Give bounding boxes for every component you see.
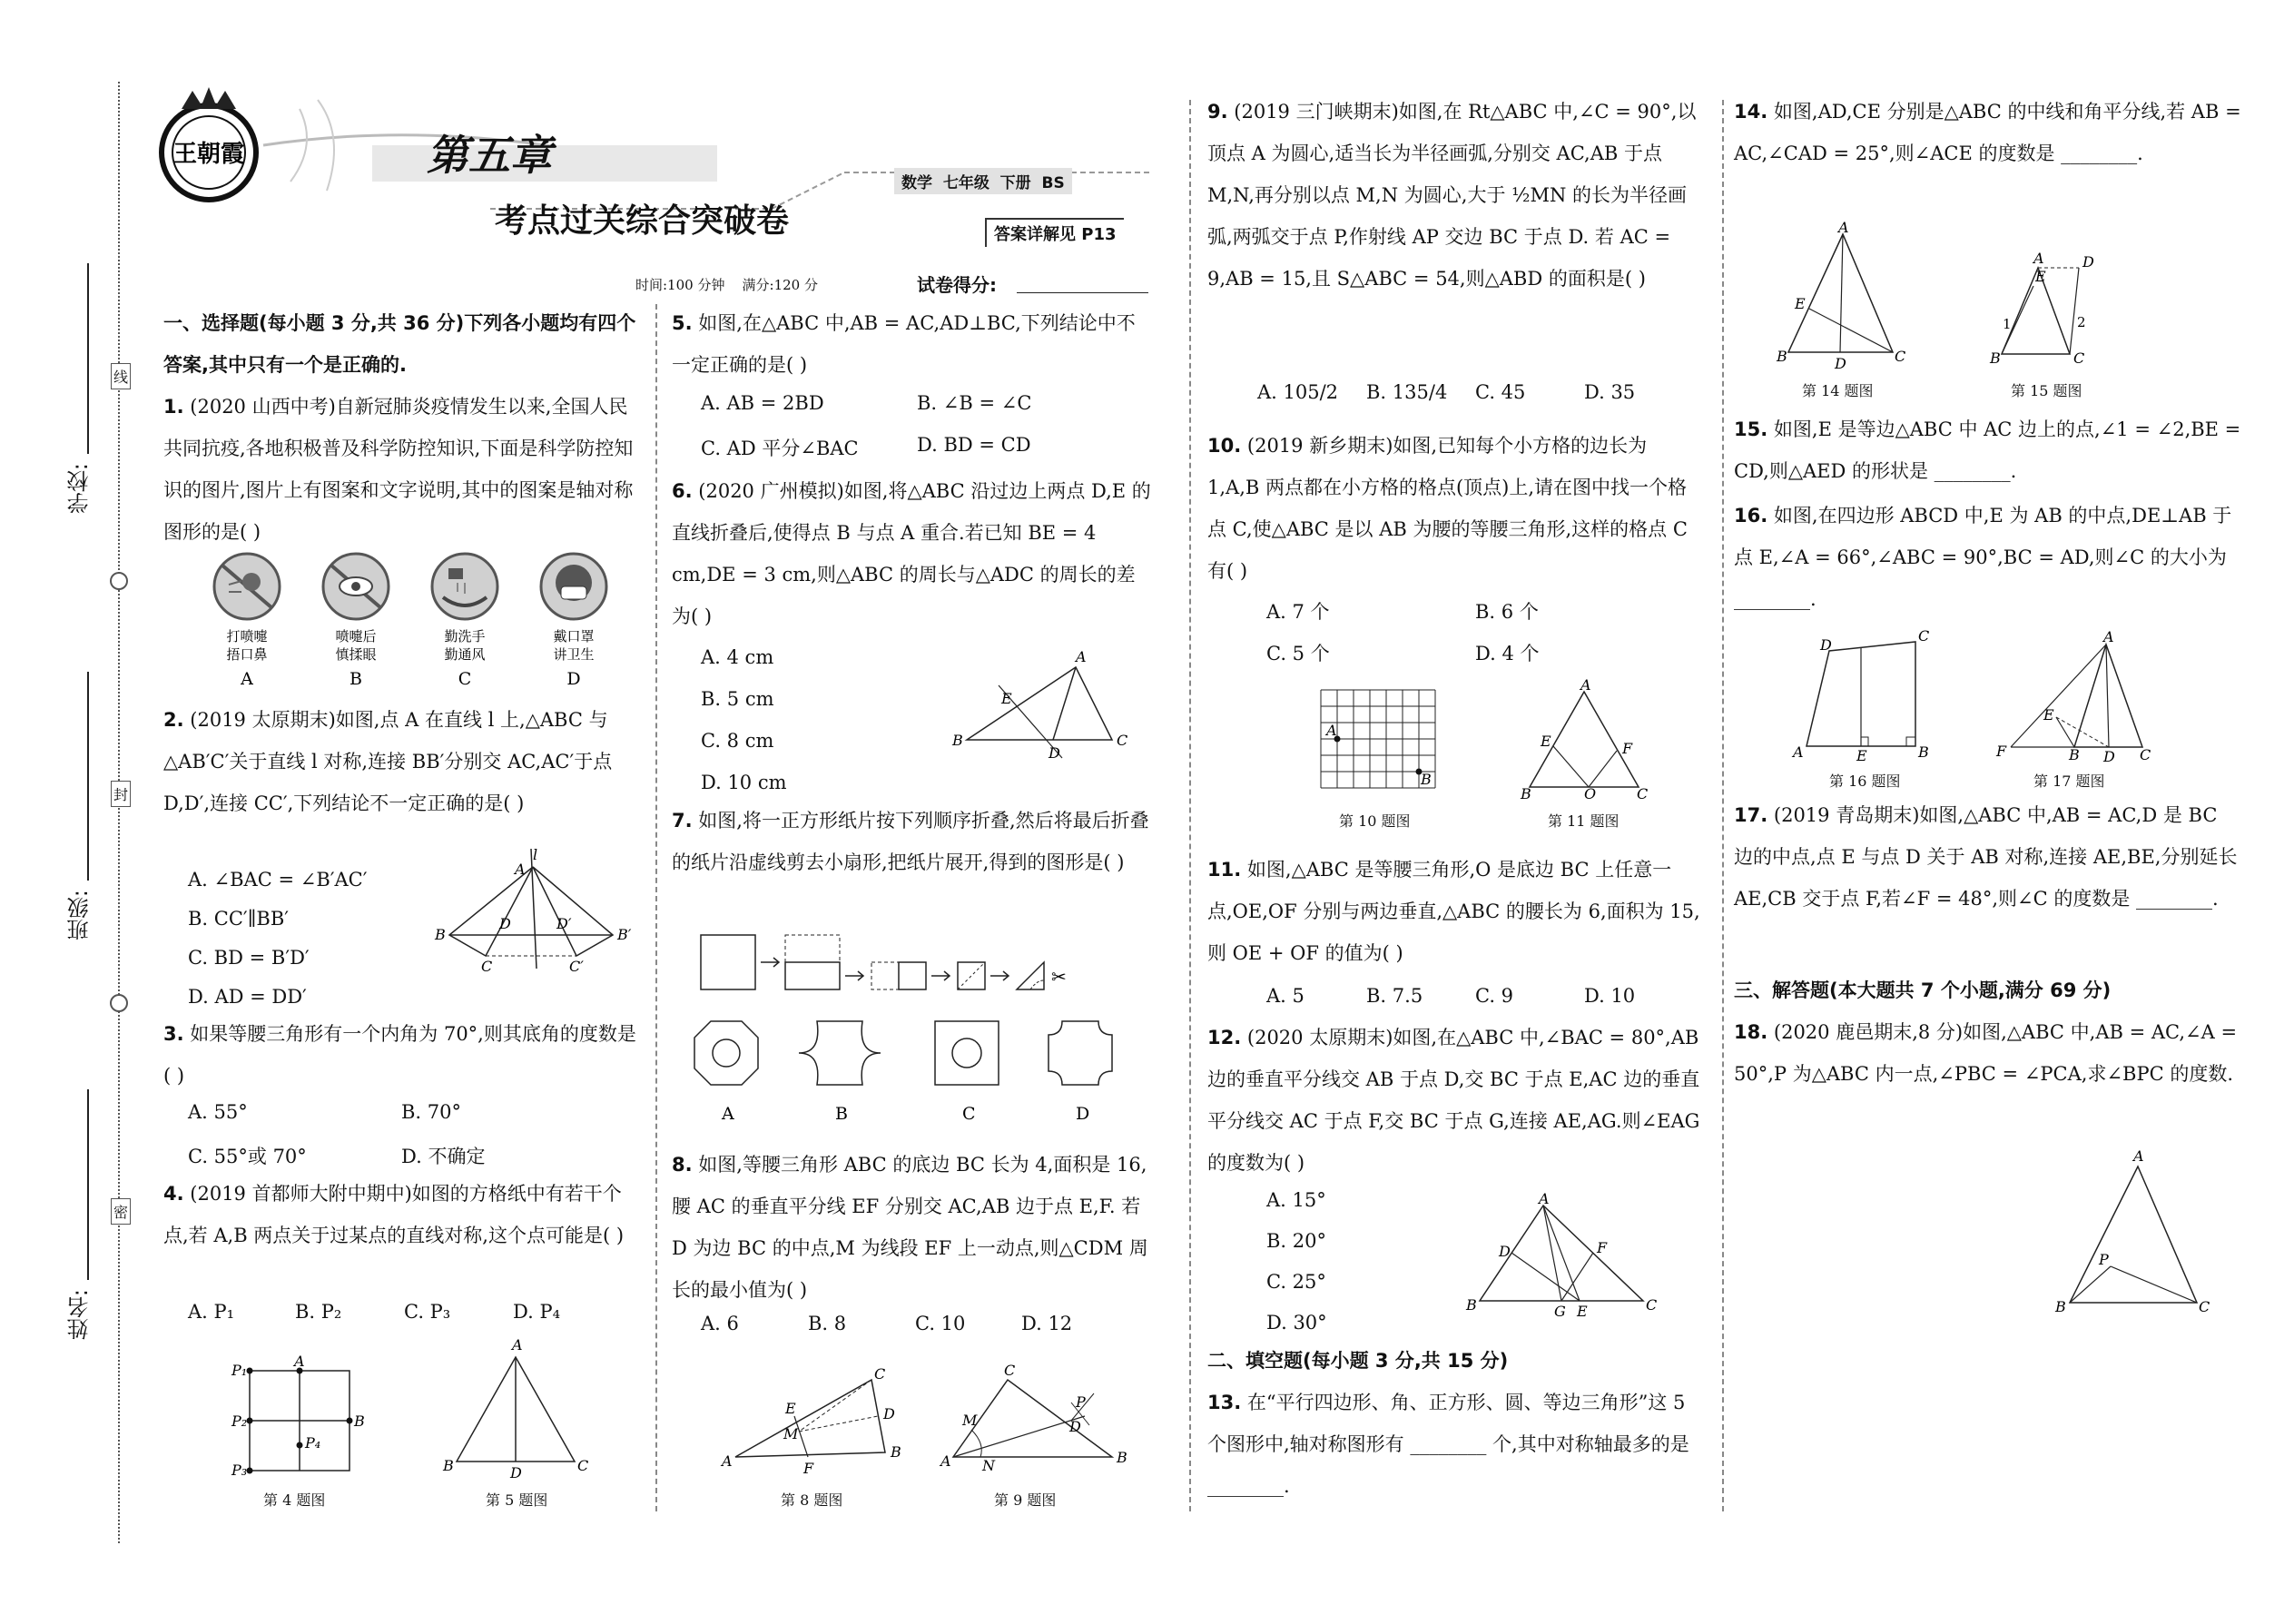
svg-text:C′: C′ (569, 958, 584, 975)
q9-option-d: D. 35 (1584, 381, 1636, 403)
q4-option-d: D. P₄ (513, 1301, 560, 1323)
question-2 (163, 699, 640, 824)
svg-text:E: E (1577, 1303, 1588, 1320)
question-text: (2020 广州模拟)如图,将△ABC 沿过边上两点 D,E 的直线折叠后,使得点 B 与点 A 重合.若已知 BE = 4 cm,DE = 3 cm,则△ABC 的周长与△ADC 的周长的差为( ) (672, 480, 1151, 627)
q5-option-d: D. BD = CD (917, 434, 1031, 456)
svg-text:M: M (962, 1412, 978, 1429)
question-text: 如图,在△ABC 中,AB = AC,AD⊥BC,下列结论中不一定正确的是( ) (672, 312, 1136, 376)
time-info: 时间:100 分钟 满分:120 分 (635, 277, 818, 293)
q17-figure (1993, 628, 2151, 767)
seal-mark-2: 封 (111, 781, 131, 807)
q10-option-d: D. 4 个 (1475, 643, 1540, 664)
question-number: 15. (1734, 418, 1768, 440)
question-4 (163, 1173, 640, 1256)
svg-text:D: D (1049, 744, 1060, 762)
svg-text:F: F (803, 1460, 814, 1477)
question-number: 4. (163, 1183, 184, 1205)
q6-figure (949, 649, 1130, 776)
question-text: 如图,将一正方形纸片按下列顺序折叠,然后将最后折叠的纸片沿虚线剪去小扇形,把纸片展开,得到的图形是( ) (672, 810, 1149, 873)
icon-c-letter: C (458, 669, 472, 689)
question-text: (2020 鹿邑期末,8 分)如图,△ABC 中,AB = AC,∠A = 50°,P 为△ABC 内一点,∠PBC = ∠PCA,求∠BPC 的度数. (1734, 1021, 2238, 1085)
question-text: 如果等腰三角形有一个内角为 70°,则其底角的度数是( ) (163, 1023, 636, 1087)
q8-figure (722, 1366, 903, 1475)
q6-option-c: C. 8 cm (701, 730, 774, 752)
svg-text:P₁: P₁ (231, 1362, 248, 1379)
q2-option-b: B. CC′∥BB′ (188, 908, 290, 930)
question-text: 如图,△ABC 是等腰三角形,O 是底边 BC 上任意一点,OE,OF 分别与两边垂直,△ABC 的腰长为 6,面积为 15,则 OE + OF 的值为( ) (1207, 859, 1700, 964)
icon-c-caption-1: 勤洗手 (444, 628, 486, 645)
svg-text:B: B (952, 732, 963, 749)
paper-title: 考点过关综合突破卷 (495, 202, 790, 240)
shape-b-letter: B (835, 1104, 848, 1124)
question-text: (2019 三门峡期末)如图,在 Rt△ABC 中,∠C = 90°,以顶点 A 为圆心,适当长为半径画弧,分别交 AC,AB 于点 M,N,再分别以点 M,N 为圆心,大于 ½MN 的长为半径画弧,两弧交于点 P,作射线 AP 交边 BC 于点 D. 若 AC = 9,AB = 15,且 S△ABC = 54,则△ABD 的面积是( ) (1207, 101, 1697, 290)
svg-text:C: C (2140, 746, 2151, 763)
question-number: 16. (1734, 505, 1768, 527)
svg-text:B: B (435, 926, 446, 943)
svg-text:A: A (1793, 743, 1804, 761)
svg-text:E: E (1856, 747, 1867, 764)
svg-text:B: B (2069, 746, 2080, 763)
q8-option-b: B. 8 (808, 1313, 847, 1334)
svg-text:A: A (2133, 1147, 2144, 1165)
figure-15-caption: 第 15 题图 (2011, 382, 2082, 399)
q2-option-a: A. ∠BAC = ∠B′AC′ (188, 869, 368, 891)
svg-text:l: l (533, 846, 538, 863)
q3-option-c: C. 55°或 70° (188, 1146, 307, 1167)
question-number: 8. (672, 1154, 693, 1176)
q2-option-d: D. AD = DD′ (188, 986, 307, 1008)
question-11 (1207, 849, 1702, 974)
icon-b-letter: B (350, 669, 362, 689)
svg-text:B: B (1421, 771, 1432, 788)
svg-text:E: E (2035, 268, 2046, 285)
question-text: 在“平行四边形、角、正方形、圆、等边三角形”这 5 个图形中,轴对称图形有 ________ 个,其中对称轴最多的是 ________. (1207, 1392, 1689, 1497)
svg-text:2: 2 (2077, 314, 2086, 330)
q6-option-d: D. 10 cm (701, 772, 787, 793)
figure-14-caption: 第 14 题图 (1802, 382, 1874, 399)
svg-text:E: E (1795, 295, 1806, 312)
svg-text:E: E (1541, 733, 1551, 750)
svg-text:1: 1 (2003, 316, 2012, 332)
question-number: 14. (1734, 101, 1768, 123)
svg-text:D: D (1499, 1243, 1511, 1260)
svg-text:A: A (1580, 676, 1591, 694)
figure-17-caption: 第 17 题图 (2033, 773, 2105, 790)
svg-text:E: E (1001, 690, 1012, 707)
question-18 (1734, 1011, 2242, 1095)
q15-figure (1988, 250, 2124, 372)
svg-text:F: F (1622, 740, 1633, 757)
shape-d-letter: D (1076, 1104, 1090, 1124)
icon-c-caption-2: 勤通风 (444, 646, 486, 663)
svg-text:M: M (783, 1425, 799, 1442)
q10-option-a: A. 7 个 (1266, 601, 1330, 623)
svg-text:A: A (1539, 1190, 1550, 1207)
q12-option-d: D. 30° (1266, 1312, 1327, 1334)
q8-option-a: A. 6 (701, 1313, 739, 1334)
svg-text:C: C (2073, 349, 2085, 367)
q9-option-c: C. 45 (1475, 381, 1526, 403)
name-blank (87, 1089, 89, 1280)
svg-text:C: C (481, 958, 493, 975)
svg-text:P: P (2099, 1251, 2109, 1268)
question-number: 3. (163, 1023, 184, 1045)
q9-figure (935, 1362, 1127, 1475)
q4-option-c: C. P₃ (404, 1301, 451, 1323)
svg-text:A: A (1076, 648, 1087, 665)
question-text: 如图,在四边形 ABCD 中,E 为 AB 的中点,DE⊥AB 于点 E,∠A = 66°,∠ABC = 90°,BC = AD,则∠C 的大小为 ________. (1734, 505, 2232, 610)
svg-text:D: D (2082, 253, 2094, 271)
q12-option-c: C. 25° (1266, 1271, 1326, 1293)
svg-text:C: C (1646, 1296, 1658, 1314)
score-blank (1017, 292, 1148, 293)
question-3 (163, 1013, 640, 1097)
svg-text:B: B (1990, 349, 2001, 367)
question-12 (1207, 1017, 1702, 1184)
svg-text:D: D (510, 1464, 522, 1481)
svg-text:A: A (940, 1452, 951, 1470)
q3-option-a: A. 55° (188, 1101, 248, 1123)
q8-option-c: C. 10 (915, 1313, 966, 1334)
figure-9-caption: 第 9 题图 (994, 1491, 1057, 1509)
svg-text:A: A (1838, 219, 1849, 236)
q12-option-a: A. 15° (1266, 1189, 1326, 1211)
svg-text:B: B (1117, 1449, 1127, 1466)
question-number: 9. (1207, 101, 1228, 123)
q1-icons-figure (202, 550, 637, 695)
q2-figure (431, 846, 640, 976)
question-text: (2019 青岛期末)如图,△ABC 中,AB = AC,D 是 BC 边的中点,点 E 与点 D 关于 AB 对称,连接 AE,BE,分别延长 AE,CB 交于点 F,若∠F = 48°,则∠C 的度数是 ________. (1734, 804, 2238, 910)
svg-text:E: E (2043, 706, 2054, 723)
svg-text:F: F (1996, 743, 2007, 760)
q5-option-a: A. AB = 2BD (701, 392, 824, 414)
question-number: 7. (672, 810, 693, 832)
svg-text:D′: D′ (556, 915, 572, 932)
class-blank (87, 672, 89, 881)
question-number: 6. (672, 480, 693, 502)
section-3-heading: 三、解答题(本大题共 7 个小题,满分 69 分) (1734, 979, 2112, 1001)
svg-text:C: C (1117, 732, 1128, 749)
figure-10-caption: 第 10 题图 (1339, 812, 1411, 830)
svg-text:C: C (1918, 627, 1930, 645)
binding-line (118, 82, 120, 1543)
question-5 (672, 302, 1151, 386)
question-text: 如图,AD,CE 分别是△ABC 的中线和角平分线,若 AB = AC,∠CAD = 25°,则∠ACE 的度数是 ________. (1734, 101, 2241, 164)
shape-c-letter: C (962, 1104, 976, 1124)
svg-text:F: F (1597, 1239, 1608, 1256)
svg-text:C: C (2199, 1298, 2210, 1315)
icon-b-caption-2: 慎揉眼 (335, 646, 377, 663)
figure-5-caption: 第 5 题图 (486, 1491, 548, 1509)
svg-text:P₄: P₄ (305, 1434, 321, 1452)
school-blank (87, 263, 89, 454)
svg-text:G: G (1554, 1303, 1566, 1320)
question-14 (1734, 91, 2242, 174)
svg-text:B: B (354, 1412, 365, 1430)
publisher-logo (145, 82, 272, 209)
q8-option-d: D. 12 (1021, 1313, 1073, 1334)
q10-option-c: C. 5 个 (1266, 643, 1330, 664)
question-text: (2020 太原期末)如图,在△ABC 中,∠BAC = 80°,AB 边的垂直平分线交 AB 于点 D,交 BC 于点 E,AC 边的垂直平分线交 AC 于点 F,交 BC 于点 G,连接 AE,AG.则∠EAG 的度数为( ) (1207, 1027, 1700, 1174)
svg-text:D: D (1069, 1418, 1081, 1435)
logo-text: 王朝霞 (172, 141, 245, 168)
q5-option-b: B. ∠B = ∠C (917, 392, 1032, 414)
section-2-heading: 二、填空题(每小题 3 分,共 15 分) (1207, 1350, 1509, 1372)
svg-text:A: A (2103, 628, 2114, 645)
q5-option-c: C. AD 平分∠BAC (701, 438, 859, 459)
question-number: 5. (672, 312, 693, 334)
q6-option-b: B. 5 cm (701, 688, 774, 710)
svg-text:B: B (443, 1457, 454, 1474)
svg-text:B: B (2055, 1298, 2066, 1315)
svg-text:C: C (1004, 1362, 1016, 1379)
seal-mark-3: 密 (111, 1198, 131, 1225)
question-1 (163, 386, 640, 553)
question-9 (1207, 91, 1702, 300)
binding-hole-2 (110, 994, 128, 1012)
figure-8-caption: 第 8 题图 (781, 1491, 843, 1509)
binding-hole-1 (110, 572, 128, 590)
question-17 (1734, 794, 2242, 920)
q9-option-b: B. 135/4 (1366, 381, 1448, 403)
icon-a-caption-2: 捂口鼻 (226, 646, 268, 663)
svg-text:A: A (1326, 722, 1337, 739)
column-divider-2 (1189, 100, 1191, 1511)
svg-text:B: B (1521, 785, 1531, 802)
question-7 (672, 800, 1151, 883)
icon-a-caption-1: 打喷嚏 (226, 628, 268, 645)
q6-option-a: A. 4 cm (701, 646, 774, 668)
svg-text:C: C (1895, 348, 1906, 365)
column-divider-1 (655, 304, 657, 1511)
q7-answer-shapes (694, 1021, 1157, 1144)
score-label: 试卷得分: (917, 274, 997, 296)
svg-text:D: D (883, 1405, 895, 1422)
question-number: 17. (1734, 804, 1768, 826)
svg-text:✂: ✂ (1051, 966, 1067, 988)
question-text: 如图,等腰三角形 ABC 的底边 BC 长为 4,面积是 16,腰 AC 的垂直平分线 EF 分别交 AC,AB 边于点 E,F. 若 D 为边 BC 的中点,M 为线段 EF 上一动点,则△CDM 周长的最小值为( ) (672, 1154, 1148, 1301)
question-number: 1. (163, 396, 184, 418)
q3-option-d: D. 不确定 (401, 1146, 486, 1167)
question-8 (672, 1144, 1151, 1311)
question-number: 18. (1734, 1021, 1768, 1043)
q11-option-a: A. 5 (1266, 985, 1305, 1007)
question-text: (2019 首都师大附中期中)如图的方格纸中有若干个点,若 A,B 两点关于过某点的直线对称,这个点可能是( ) (163, 1183, 625, 1246)
q2-option-c: C. BD = B′D′ (188, 947, 310, 969)
svg-text:P₃: P₃ (231, 1462, 248, 1479)
question-10 (1207, 425, 1702, 592)
icon-d-caption-1: 戴口罩 (553, 628, 595, 645)
question-number: 13. (1207, 1392, 1242, 1413)
q12-figure (1466, 1190, 1658, 1320)
q9-option-a: A. 105/2 (1257, 381, 1339, 403)
school-label: 学校: (67, 463, 93, 515)
question-16 (1734, 495, 2242, 620)
svg-text:B: B (1777, 348, 1787, 365)
class-label: 班级: (67, 890, 93, 941)
q12-option-b: B. 20° (1266, 1230, 1327, 1252)
q4-option-b: B. P₂ (295, 1301, 342, 1323)
q11-option-d: D. 10 (1584, 985, 1636, 1007)
svg-text:E: E (785, 1400, 796, 1417)
svg-text:P₂: P₂ (231, 1412, 248, 1430)
svg-text:A: A (2033, 250, 2044, 267)
q4-option-a: A. P₁ (188, 1301, 235, 1323)
q14-figure (1775, 219, 1929, 372)
figure-11-caption: 第 11 题图 (1548, 812, 1620, 830)
icon-d-letter: D (566, 669, 581, 689)
q18-figure (2052, 1147, 2210, 1316)
svg-text:D: D (499, 915, 511, 932)
question-number: 11. (1207, 859, 1242, 881)
question-text: 如图,E 是等边△ABC 中 AC 边上的点,∠1 = ∠2,BE = CD,则△AED 的形状是 ________. (1734, 418, 2241, 482)
question-13 (1207, 1382, 1702, 1507)
q3-option-b: B. 70° (401, 1101, 462, 1123)
q11-figure (1521, 676, 1649, 802)
seal-mark-1: 线 (111, 363, 131, 389)
icon-a-letter: A (241, 669, 253, 689)
column-divider-3 (1722, 100, 1724, 1511)
question-number: 10. (1207, 435, 1242, 457)
svg-text:N: N (982, 1457, 995, 1474)
svg-text:O: O (1584, 785, 1597, 802)
question-number: 12. (1207, 1027, 1242, 1048)
question-15 (1734, 408, 2242, 492)
q11-option-b: B. 7.5 (1366, 985, 1423, 1007)
svg-text:C: C (577, 1457, 589, 1474)
icon-d-caption-2: 讲卫生 (553, 646, 595, 663)
answer-reference: 答案详解见 P13 (985, 218, 1124, 247)
q11-option-c: C. 9 (1475, 985, 1514, 1007)
q16-figure (1793, 628, 1938, 764)
svg-text:P: P (1076, 1393, 1086, 1411)
q4-figure (227, 1353, 372, 1484)
svg-text:D: D (2103, 748, 2115, 765)
q7-fold-sequence (699, 930, 1153, 1003)
figure-16-caption: 第 16 题图 (1829, 773, 1901, 790)
svg-text:C: C (1637, 785, 1649, 802)
svg-text:B′: B′ (617, 926, 632, 943)
svg-text:A: A (512, 1336, 523, 1353)
q5-figure (434, 1336, 589, 1484)
svg-text:D: D (1820, 636, 1832, 654)
svg-text:C: C (874, 1365, 886, 1383)
shape-a-letter: A (722, 1104, 734, 1124)
question-text: (2020 山西中考)自新冠肺炎疫情发生以来,全国人民共同抗疫,各地积极普及科学防控知识,下面是科学防控知识的图片,图片上有图案和文字说明,其中的图案是轴对称图形的是( ) (163, 396, 634, 543)
question-text: (2019 太原期末)如图,点 A 在直线 l 上,△ABC 与△AB′C′关于直线 l 对称,连接 BB′分别交 AC,AC′于点 D,D′,连接 CC′,下列结论不一定正确的是( ) (163, 709, 613, 814)
q10-option-b: B. 6 个 (1475, 601, 1539, 623)
chapter-title: 第五章 (427, 131, 552, 180)
q10-grid-figure (1321, 690, 1448, 799)
svg-text:B: B (1918, 743, 1929, 761)
svg-text:B: B (891, 1443, 901, 1461)
question-6 (672, 470, 1151, 637)
svg-text:D: D (1835, 355, 1846, 372)
svg-text:A: A (515, 861, 526, 878)
section-1-heading: 一、选择题(每小题 3 分,共 36 分)下列各小题均有四个答案,其中只有一个是正确的. (163, 312, 636, 376)
figure-4-caption: 第 4 题图 (263, 1491, 326, 1509)
svg-text:A: A (722, 1452, 733, 1470)
svg-text:B: B (1466, 1296, 1477, 1314)
question-text: (2019 新乡期末)如图,已知每个小方格的边长为 1,A,B 两点都在小方格的格点(顶点)上,请在图中找一个格点 C,使△ABC 是以 AB 为腰的等腰三角形,这样的格点 C 有( ) (1207, 435, 1688, 582)
question-number: 2. (163, 709, 184, 731)
subject-tags: 数学 七年级 下册 BS (894, 168, 1072, 194)
name-label: 姓名: (67, 1289, 93, 1341)
icon-b-caption-1: 喷嚏后 (335, 628, 377, 645)
svg-text:A: A (294, 1353, 305, 1370)
